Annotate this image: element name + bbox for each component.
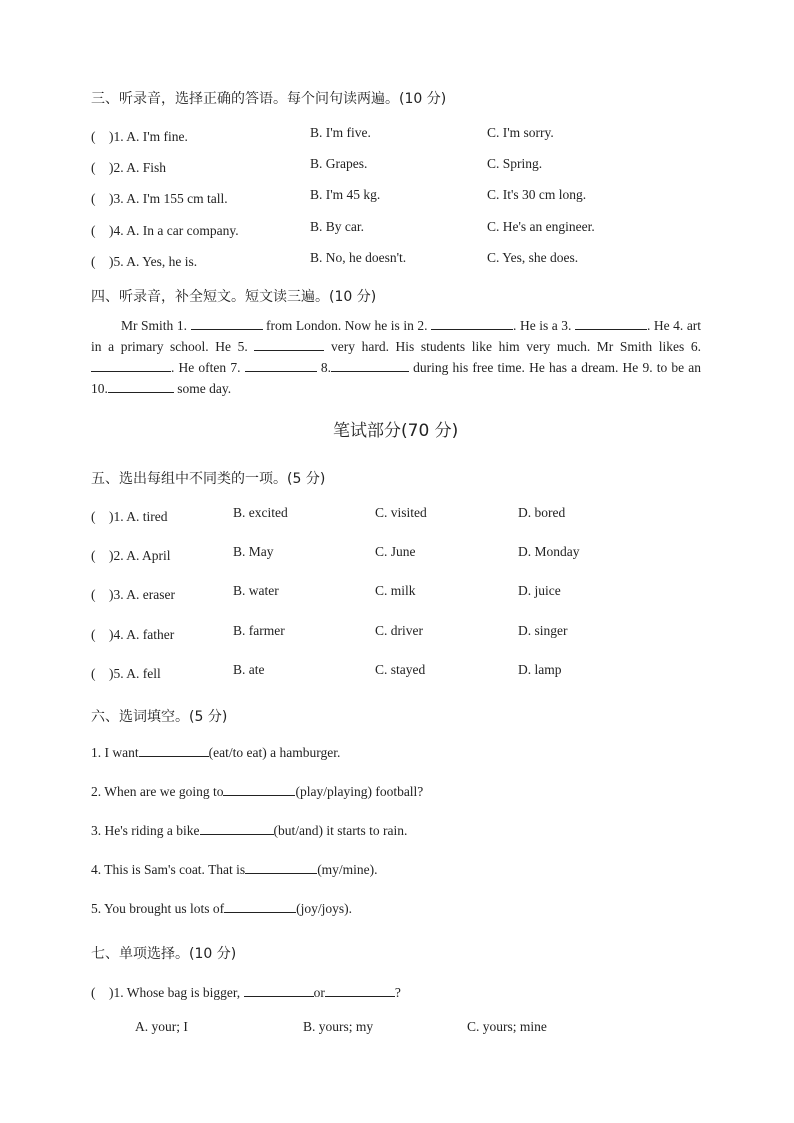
fill-blank-4[interactable] (245, 860, 317, 874)
cloze-text: some day. (177, 381, 232, 396)
fill-text: 5. You brought us lots of (91, 901, 225, 916)
option-d: D. bored (518, 505, 566, 520)
blank-1[interactable] (191, 315, 263, 330)
cloze-text: . He is a 3. (513, 318, 572, 333)
option-c: C. June (375, 544, 416, 559)
cloze-text: 8. (320, 360, 331, 375)
option-d: D. juice (518, 583, 561, 598)
cloze-paragraph (91, 315, 701, 399)
fill-text: (eat/to eat) a hamburger. (208, 745, 341, 760)
blank-6[interactable] (91, 357, 171, 372)
question-text: ( )1. Whose bag is bigger, (91, 985, 241, 1000)
fill-item-2 (91, 782, 423, 800)
option-d: D. singer (518, 623, 568, 638)
blank-10[interactable] (108, 378, 174, 393)
cloze-text: from London. Now he is in 2. (266, 318, 428, 333)
section-5-heading: 五、选出每组中不同类的一项。(5 分) (91, 471, 326, 487)
option-b: B. I'm five. (310, 125, 371, 140)
question-text: or (313, 985, 325, 1000)
fill-text: 2. When are we going to (91, 784, 224, 799)
option-b: B. excited (233, 505, 288, 520)
fill-text: 3. He's riding a bike (91, 823, 200, 838)
cloze-text: . He 4. (646, 318, 684, 333)
option-c: C. stayed (375, 662, 426, 677)
section-3-heading: 三、听录音，选择正确的答语。每个问句读两遍。(10 分) (91, 91, 447, 107)
fill-blank-3[interactable] (200, 821, 274, 835)
option-b: B. water (233, 583, 279, 598)
section-4-heading: 四、听录音，补全短文。短文读三遍。(10 分) (91, 289, 377, 305)
fill-text: (joy/joys). (296, 901, 353, 916)
option-b: B. By car. (310, 219, 364, 234)
option-b: B. ate (233, 662, 265, 677)
option-d: D. Monday (518, 544, 580, 559)
option-a: ( )1. A. I'm fine. (91, 129, 188, 144)
fill-blank-2[interactable] (223, 782, 295, 796)
choice-blank-2[interactable] (325, 983, 395, 997)
choice-question-1 (91, 981, 401, 1001)
cloze-text: . He often 7. (171, 360, 241, 375)
written-part-title: 笔试部分(70 分) (333, 421, 459, 441)
fill-item-1 (91, 743, 340, 761)
option-c: C. driver (375, 623, 423, 638)
blank-5[interactable] (254, 336, 324, 351)
option-c: C. visited (375, 505, 427, 520)
choice-blank-1[interactable] (244, 983, 314, 997)
option-b: B. May (233, 544, 274, 559)
blank-3[interactable] (575, 315, 647, 330)
cloze-text: to be an 10. (91, 360, 702, 396)
option-c: C. It's 30 cm long. (487, 187, 587, 202)
option-a: ( )4. A. In a car company. (91, 223, 239, 238)
cloze-text: Mr Smith 1. (121, 318, 187, 333)
fill-text: 1. I want (91, 745, 139, 760)
option-c: C. Spring. (487, 156, 543, 171)
question-text: ? (394, 985, 401, 1000)
option-c: C. Yes, she does. (487, 250, 579, 265)
option-c: C. milk (375, 583, 416, 598)
option-a: ( )5. A. fell (91, 666, 161, 681)
option-a: ( )5. A. Yes, he is. (91, 254, 198, 269)
choice-option-c: C. yours; mine (467, 1019, 547, 1034)
cloze-text: during his free time. He has a dream. He 9. (413, 360, 653, 375)
option-a: ( )2. A. Fish (91, 160, 167, 175)
fill-blank-1[interactable] (139, 743, 209, 757)
option-a: ( )3. A. eraser (91, 587, 175, 602)
option-b: B. Grapes. (310, 156, 368, 171)
blank-2[interactable] (431, 315, 513, 330)
fill-text: (but/and) it starts to rain. (273, 823, 408, 838)
cloze-text: very hard. His students like him very much. Mr Smith likes (330, 339, 685, 354)
fill-text: (play/playing) football? (295, 784, 424, 799)
option-b: B. I'm 45 kg. (310, 187, 381, 202)
option-d: D. lamp (518, 662, 562, 677)
option-b: B. No, he doesn't. (310, 250, 407, 265)
fill-blank-5[interactable] (224, 899, 296, 913)
section-7-heading: 七、单项选择。(10 分) (91, 946, 237, 962)
fill-item-3 (91, 821, 407, 839)
option-c: C. He's an engineer. (487, 219, 595, 234)
choice-option-b: B. yours; my (303, 1019, 374, 1034)
fill-text: (my/mine). (317, 862, 378, 877)
cloze-text: 6. (690, 339, 702, 354)
fill-item-5 (91, 899, 352, 917)
option-a: ( )2. A. April (91, 548, 171, 563)
fill-item-4 (91, 860, 378, 878)
blank-8[interactable] (331, 357, 409, 372)
blank-7[interactable] (245, 357, 317, 372)
option-b: B. farmer (233, 623, 285, 638)
option-a: ( )4. A. father (91, 627, 175, 642)
option-c: C. I'm sorry. (487, 125, 554, 140)
choice-option-a: A. your; I (135, 1019, 188, 1034)
fill-text: 4. This is Sam's coat. That is (91, 862, 246, 877)
option-a: ( )3. A. I'm 155 cm tall. (91, 191, 228, 206)
section-6-heading: 六、选词填空。(5 分) (91, 709, 228, 725)
cloze-text: art in a primary school. He 5. (91, 318, 702, 354)
option-a: ( )1. A. tired (91, 509, 168, 524)
